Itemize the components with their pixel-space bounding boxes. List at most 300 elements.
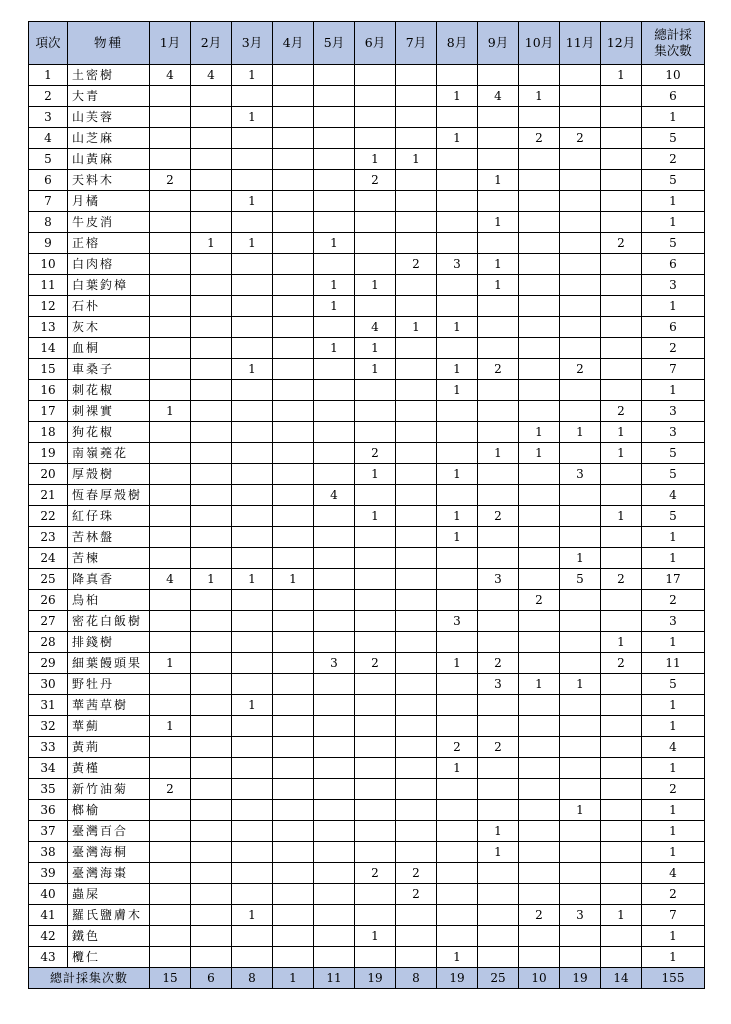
header-row xyxy=(29,22,705,65)
month-count: 1 xyxy=(437,359,478,380)
row-total: 7 xyxy=(642,905,705,926)
month-count xyxy=(191,338,232,359)
month-count xyxy=(560,506,601,527)
table-row xyxy=(29,254,705,275)
month-count xyxy=(232,422,273,443)
table-row xyxy=(29,233,705,254)
row-total: 7 xyxy=(642,359,705,380)
month-count xyxy=(437,296,478,317)
row-total: 1 xyxy=(642,926,705,947)
row-total: 5 xyxy=(642,674,705,695)
table-row xyxy=(29,653,705,674)
month-count xyxy=(396,506,437,527)
table-row xyxy=(29,443,705,464)
month-count xyxy=(150,947,191,968)
month-count xyxy=(519,254,560,275)
row-total: 6 xyxy=(642,317,705,338)
row-index: 36 xyxy=(29,800,68,821)
month-count xyxy=(396,947,437,968)
row-index: 37 xyxy=(29,821,68,842)
month-count xyxy=(355,422,396,443)
month-count: 1 xyxy=(478,443,519,464)
month-count: 1 xyxy=(437,128,478,149)
month-count xyxy=(273,842,314,863)
month-count xyxy=(560,296,601,317)
month-count xyxy=(191,695,232,716)
month-count xyxy=(314,254,355,275)
month-count xyxy=(560,443,601,464)
month-count xyxy=(232,926,273,947)
month-count: 1 xyxy=(355,464,396,485)
row-total: 5 xyxy=(642,128,705,149)
month-count xyxy=(355,65,396,86)
month-count xyxy=(519,317,560,338)
month-count xyxy=(437,485,478,506)
month-count xyxy=(601,737,642,758)
month-count xyxy=(519,506,560,527)
month-count xyxy=(314,611,355,632)
month-count xyxy=(150,212,191,233)
month-count xyxy=(232,884,273,905)
month-count xyxy=(191,926,232,947)
month-count xyxy=(437,422,478,443)
month-count xyxy=(232,611,273,632)
footer-month-total: 8 xyxy=(232,968,273,989)
month-count xyxy=(560,149,601,170)
month-count xyxy=(273,170,314,191)
month-count: 2 xyxy=(355,653,396,674)
month-count xyxy=(191,149,232,170)
month-count: 1 xyxy=(478,212,519,233)
species-name: 欖仁 xyxy=(68,947,150,968)
row-index: 40 xyxy=(29,884,68,905)
month-count xyxy=(232,254,273,275)
table-row xyxy=(29,737,705,758)
month-count xyxy=(273,506,314,527)
month-count: 1 xyxy=(232,107,273,128)
month-count xyxy=(560,884,601,905)
month-count xyxy=(150,926,191,947)
row-index: 4 xyxy=(29,128,68,149)
month-count xyxy=(396,359,437,380)
month-count xyxy=(314,926,355,947)
month-count xyxy=(519,842,560,863)
month-count: 1 xyxy=(396,149,437,170)
row-index: 2 xyxy=(29,86,68,107)
month-count xyxy=(560,632,601,653)
month-count xyxy=(478,191,519,212)
month-count xyxy=(601,170,642,191)
table-row xyxy=(29,779,705,800)
row-index: 8 xyxy=(29,212,68,233)
month-count xyxy=(355,737,396,758)
row-index: 26 xyxy=(29,590,68,611)
month-count xyxy=(314,569,355,590)
table-row xyxy=(29,317,705,338)
month-count xyxy=(273,821,314,842)
month-count: 2 xyxy=(396,254,437,275)
month-count xyxy=(273,653,314,674)
month-count xyxy=(150,548,191,569)
species-name: 羅氏鹽膚木 xyxy=(68,905,150,926)
month-count xyxy=(191,590,232,611)
month-count xyxy=(191,842,232,863)
month-count xyxy=(437,338,478,359)
month-count xyxy=(437,695,478,716)
header-month: 6月 xyxy=(355,22,396,65)
month-count xyxy=(232,821,273,842)
month-count: 1 xyxy=(150,716,191,737)
month-count xyxy=(396,464,437,485)
month-count xyxy=(396,926,437,947)
month-count xyxy=(519,947,560,968)
row-index: 35 xyxy=(29,779,68,800)
month-count xyxy=(601,800,642,821)
month-count xyxy=(355,569,396,590)
month-count: 3 xyxy=(560,905,601,926)
month-count xyxy=(437,233,478,254)
month-count xyxy=(355,842,396,863)
month-count: 2 xyxy=(478,506,519,527)
month-count xyxy=(437,632,478,653)
table-row xyxy=(29,716,705,737)
month-count xyxy=(150,338,191,359)
table-row xyxy=(29,275,705,296)
month-count xyxy=(519,758,560,779)
table-row xyxy=(29,926,705,947)
month-count xyxy=(560,842,601,863)
month-count xyxy=(273,884,314,905)
month-count xyxy=(519,401,560,422)
species-name: 南嶺蕘花 xyxy=(68,443,150,464)
month-count xyxy=(232,212,273,233)
row-index: 34 xyxy=(29,758,68,779)
month-count xyxy=(191,170,232,191)
month-count: 2 xyxy=(355,863,396,884)
month-count: 2 xyxy=(601,233,642,254)
table-row xyxy=(29,464,705,485)
month-count xyxy=(478,527,519,548)
table-row xyxy=(29,758,705,779)
month-count xyxy=(191,653,232,674)
table-row xyxy=(29,65,705,86)
table-row xyxy=(29,569,705,590)
month-count xyxy=(273,338,314,359)
month-count xyxy=(396,842,437,863)
month-count xyxy=(314,170,355,191)
month-count: 1 xyxy=(232,695,273,716)
footer-label: 總計採集次數 xyxy=(29,968,150,989)
month-count xyxy=(478,464,519,485)
row-index: 1 xyxy=(29,65,68,86)
row-index: 41 xyxy=(29,905,68,926)
species-name: 白葉釣樟 xyxy=(68,275,150,296)
month-count xyxy=(273,443,314,464)
month-count xyxy=(273,65,314,86)
month-count xyxy=(355,800,396,821)
month-count xyxy=(150,527,191,548)
month-count xyxy=(232,485,273,506)
month-count xyxy=(519,548,560,569)
month-count xyxy=(396,674,437,695)
month-count xyxy=(191,254,232,275)
month-count xyxy=(355,884,396,905)
month-count xyxy=(273,947,314,968)
month-count xyxy=(478,380,519,401)
month-count: 2 xyxy=(355,443,396,464)
month-count xyxy=(273,296,314,317)
month-count xyxy=(396,548,437,569)
month-count: 1 xyxy=(437,947,478,968)
row-total: 2 xyxy=(642,779,705,800)
header-month: 4月 xyxy=(273,22,314,65)
month-count xyxy=(396,170,437,191)
month-count: 4 xyxy=(191,65,232,86)
month-count: 1 xyxy=(437,317,478,338)
month-count xyxy=(560,275,601,296)
month-count xyxy=(396,632,437,653)
month-count: 2 xyxy=(601,653,642,674)
month-count xyxy=(150,380,191,401)
month-count xyxy=(478,863,519,884)
row-total: 5 xyxy=(642,443,705,464)
month-count xyxy=(437,443,478,464)
month-count: 1 xyxy=(437,464,478,485)
species-name: 石朴 xyxy=(68,296,150,317)
month-count xyxy=(355,611,396,632)
month-count xyxy=(396,86,437,107)
month-count xyxy=(601,695,642,716)
month-count: 1 xyxy=(478,842,519,863)
month-count xyxy=(314,107,355,128)
month-count xyxy=(273,128,314,149)
table-row xyxy=(29,947,705,968)
row-total: 1 xyxy=(642,380,705,401)
month-count xyxy=(150,632,191,653)
month-count xyxy=(314,800,355,821)
month-count xyxy=(150,296,191,317)
row-total: 4 xyxy=(642,737,705,758)
month-count xyxy=(601,317,642,338)
month-count xyxy=(519,863,560,884)
month-count xyxy=(519,212,560,233)
row-index: 14 xyxy=(29,338,68,359)
month-count: 2 xyxy=(150,170,191,191)
table-row xyxy=(29,149,705,170)
month-count xyxy=(191,422,232,443)
row-index: 17 xyxy=(29,401,68,422)
month-count xyxy=(232,170,273,191)
month-count xyxy=(314,947,355,968)
table-row xyxy=(29,86,705,107)
species-name: 細葉饅頭果 xyxy=(68,653,150,674)
month-count xyxy=(191,128,232,149)
month-count xyxy=(355,86,396,107)
month-count xyxy=(355,548,396,569)
row-total: 5 xyxy=(642,233,705,254)
species-name: 正榕 xyxy=(68,233,150,254)
row-index: 13 xyxy=(29,317,68,338)
month-count xyxy=(355,716,396,737)
month-count xyxy=(191,632,232,653)
month-count xyxy=(519,296,560,317)
month-count xyxy=(437,884,478,905)
species-name: 臺灣海棗 xyxy=(68,863,150,884)
month-count xyxy=(273,317,314,338)
month-count xyxy=(519,800,560,821)
month-count xyxy=(519,149,560,170)
month-count xyxy=(519,695,560,716)
table-row xyxy=(29,611,705,632)
row-total: 3 xyxy=(642,611,705,632)
row-total: 3 xyxy=(642,275,705,296)
month-count xyxy=(191,674,232,695)
month-count xyxy=(519,821,560,842)
row-index: 6 xyxy=(29,170,68,191)
month-count xyxy=(314,401,355,422)
row-total: 2 xyxy=(642,338,705,359)
month-count xyxy=(150,443,191,464)
month-count xyxy=(601,947,642,968)
month-count xyxy=(601,380,642,401)
month-count xyxy=(601,716,642,737)
month-count xyxy=(519,170,560,191)
month-count xyxy=(478,296,519,317)
month-count xyxy=(601,359,642,380)
month-count xyxy=(396,590,437,611)
row-total: 1 xyxy=(642,821,705,842)
month-count xyxy=(191,380,232,401)
month-count: 1 xyxy=(519,674,560,695)
month-count xyxy=(191,611,232,632)
row-total: 1 xyxy=(642,758,705,779)
month-count: 1 xyxy=(478,254,519,275)
table-row xyxy=(29,401,705,422)
month-count: 4 xyxy=(314,485,355,506)
row-index: 32 xyxy=(29,716,68,737)
month-count: 2 xyxy=(478,359,519,380)
month-count xyxy=(314,737,355,758)
month-count xyxy=(232,443,273,464)
month-count: 1 xyxy=(519,443,560,464)
month-count xyxy=(601,275,642,296)
month-count xyxy=(232,506,273,527)
month-count xyxy=(560,380,601,401)
month-count: 2 xyxy=(396,863,437,884)
month-count xyxy=(232,338,273,359)
row-total: 4 xyxy=(642,863,705,884)
month-count: 2 xyxy=(437,737,478,758)
month-count xyxy=(560,191,601,212)
month-count xyxy=(560,170,601,191)
month-count xyxy=(150,800,191,821)
month-count xyxy=(191,758,232,779)
row-total: 11 xyxy=(642,653,705,674)
month-count xyxy=(396,422,437,443)
month-count xyxy=(396,779,437,800)
month-count xyxy=(314,317,355,338)
month-count xyxy=(560,65,601,86)
month-count xyxy=(150,842,191,863)
month-count: 2 xyxy=(560,359,601,380)
row-total: 1 xyxy=(642,800,705,821)
header-month: 10月 xyxy=(519,22,560,65)
month-count: 1 xyxy=(150,653,191,674)
month-count xyxy=(601,548,642,569)
month-count xyxy=(601,212,642,233)
month-count xyxy=(355,254,396,275)
month-count: 2 xyxy=(478,737,519,758)
month-count xyxy=(150,485,191,506)
month-count xyxy=(396,653,437,674)
month-count: 1 xyxy=(355,149,396,170)
month-count: 1 xyxy=(478,275,519,296)
month-count xyxy=(273,632,314,653)
month-count xyxy=(191,821,232,842)
footer-month-total: 1 xyxy=(273,968,314,989)
species-name: 山芝麻 xyxy=(68,128,150,149)
month-count: 2 xyxy=(150,779,191,800)
row-total: 17 xyxy=(642,569,705,590)
month-count: 1 xyxy=(150,401,191,422)
month-count xyxy=(519,779,560,800)
month-count: 1 xyxy=(560,422,601,443)
month-count xyxy=(519,737,560,758)
month-count xyxy=(232,590,273,611)
month-count xyxy=(314,128,355,149)
month-count: 4 xyxy=(150,569,191,590)
month-count xyxy=(396,611,437,632)
row-total: 1 xyxy=(642,716,705,737)
month-count xyxy=(273,695,314,716)
month-count xyxy=(273,359,314,380)
month-count xyxy=(191,800,232,821)
month-count xyxy=(601,842,642,863)
month-count xyxy=(273,86,314,107)
month-count xyxy=(478,758,519,779)
footer-month-total: 6 xyxy=(191,968,232,989)
month-count xyxy=(396,527,437,548)
month-count xyxy=(437,170,478,191)
month-count xyxy=(560,254,601,275)
species-name: 厚殼樹 xyxy=(68,464,150,485)
row-index: 22 xyxy=(29,506,68,527)
month-count xyxy=(355,485,396,506)
month-count xyxy=(150,107,191,128)
month-count xyxy=(150,149,191,170)
species-name: 華薊 xyxy=(68,716,150,737)
month-count: 3 xyxy=(478,569,519,590)
month-count xyxy=(191,464,232,485)
month-count xyxy=(232,800,273,821)
footer-month-total: 15 xyxy=(150,968,191,989)
month-count xyxy=(191,107,232,128)
month-count xyxy=(273,779,314,800)
month-count: 1 xyxy=(396,317,437,338)
month-count xyxy=(314,695,355,716)
month-count xyxy=(396,800,437,821)
month-count xyxy=(150,737,191,758)
month-count xyxy=(273,905,314,926)
month-count xyxy=(519,338,560,359)
month-count xyxy=(232,275,273,296)
table-row xyxy=(29,485,705,506)
month-count: 1 xyxy=(519,86,560,107)
header-index: 項次 xyxy=(29,22,68,65)
species-name: 月橘 xyxy=(68,191,150,212)
row-total: 5 xyxy=(642,506,705,527)
month-count xyxy=(396,569,437,590)
